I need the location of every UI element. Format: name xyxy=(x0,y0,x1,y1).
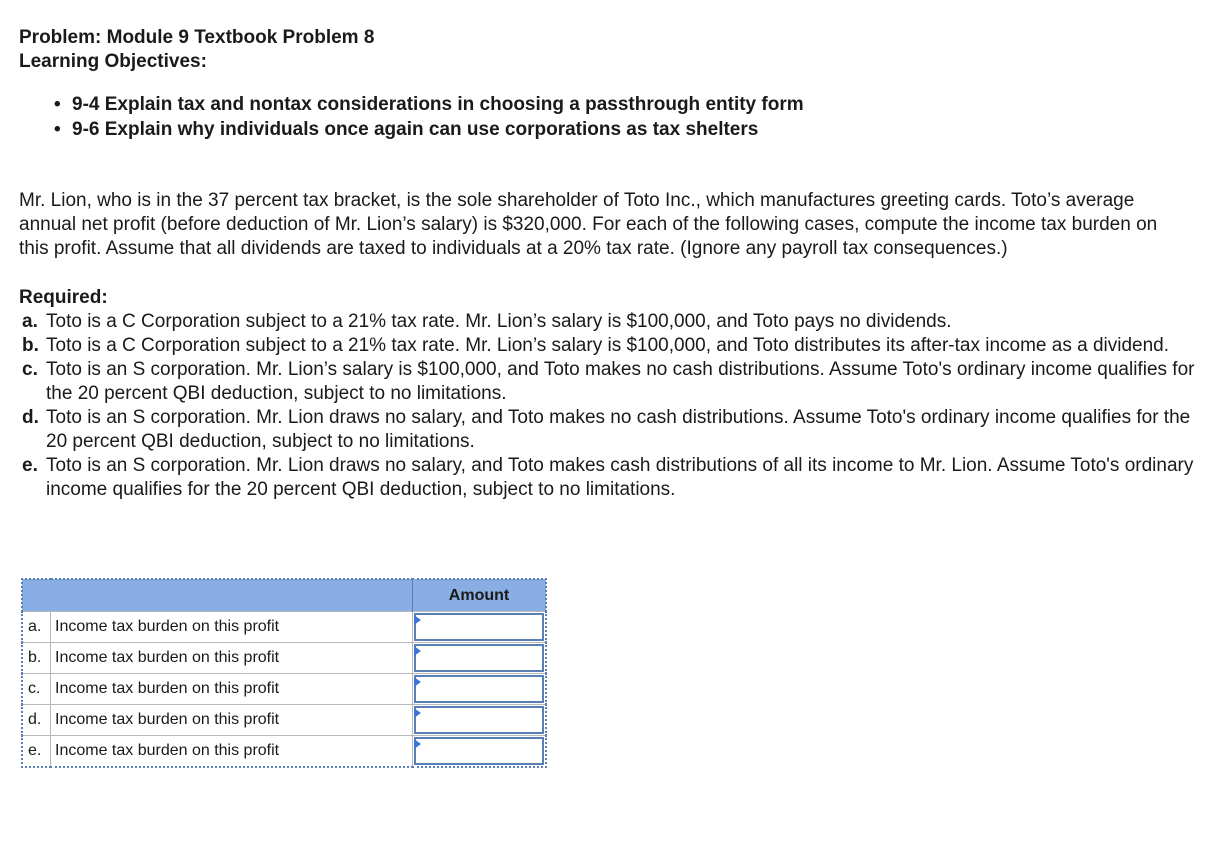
required-list xyxy=(19,310,1199,502)
bullet-icon: • xyxy=(54,94,61,115)
table-row xyxy=(22,643,546,674)
objective-item xyxy=(54,92,1199,117)
row-letter: c. xyxy=(22,674,51,705)
problem-title: Problem: Module 9 Textbook Problem 8 xyxy=(19,27,375,48)
required-text: Toto is an S corporation. Mr. Lion draws no salary, and Toto makes no cash distributions. Assume Toto's ordinary income qualifies for the 20 percent QBI deduction, subject to no limitations. xyxy=(46,407,1191,452)
required-item-d xyxy=(19,406,1196,454)
objective-text: 9-6 Explain why individuals once again can use corporations as tax shelters xyxy=(72,119,759,140)
row-label: Income tax burden on this profit xyxy=(51,643,413,674)
amount-input-e[interactable] xyxy=(414,737,544,765)
table-row xyxy=(22,674,546,705)
required-text: Toto is a C Corporation subject to a 21% tax rate. Mr. Lion’s salary is $100,000, and Toto distributes its after-tax income as a dividend. xyxy=(46,335,1170,356)
required-text: Toto is a C Corporation subject to a 21% tax rate. Mr. Lion’s salary is $100,000, and Toto pays no dividends. xyxy=(46,311,952,332)
problem-statement: Mr. Lion, who is in the 37 percent tax bracket, is the sole shareholder of Toto Inc., which manufactures greeting cards. Toto’s average annual net profit (before deduction of Mr. Lion’s salary) is $320,000. For each of the following cases, compute the income tax burden on this profit. Assume that all dividends are taxed to individuals at a 20% tax rate. (Ignore any payroll tax consequences.) xyxy=(19,190,1158,259)
row-label: Income tax burden on this profit xyxy=(51,705,413,736)
amount-input-d[interactable] xyxy=(414,706,544,734)
table-header-row xyxy=(22,579,546,612)
required-item-b xyxy=(19,334,1196,358)
objectives-heading: Learning Objectives: xyxy=(19,51,207,72)
required-letter: c. xyxy=(22,359,38,380)
row-label: Income tax burden on this profit xyxy=(51,674,413,705)
amount-column-header: Amount xyxy=(413,579,547,612)
amount-cell xyxy=(413,736,547,768)
objectives-list xyxy=(19,92,1199,142)
amount-cell xyxy=(413,674,547,705)
required-item-c xyxy=(19,358,1196,406)
required-heading: Required: xyxy=(19,287,108,308)
row-label: Income tax burden on this profit xyxy=(51,612,413,643)
table-header-blank xyxy=(22,579,413,612)
amount-cell xyxy=(413,643,547,674)
required-letter: b. xyxy=(22,335,39,356)
answer-table xyxy=(21,578,547,768)
row-letter: a. xyxy=(22,612,51,643)
amount-input-b[interactable] xyxy=(414,644,544,672)
cell-flag-icon xyxy=(414,646,421,656)
row-letter: d. xyxy=(22,705,51,736)
table-row xyxy=(22,705,546,736)
objective-item xyxy=(54,117,1199,142)
cell-flag-icon xyxy=(414,677,421,687)
required-letter: a. xyxy=(22,311,38,332)
amount-input-a[interactable] xyxy=(414,613,544,641)
bullet-icon: • xyxy=(54,119,61,140)
row-label: Income tax burden on this profit xyxy=(51,736,413,768)
amount-cell xyxy=(413,612,547,643)
cell-flag-icon xyxy=(414,708,421,718)
required-text: Toto is an S corporation. Mr. Lion draws no salary, and Toto makes cash distributions of all its income to Mr. Lion. Assume Toto's ordinary income qualifies for the 20 percent QBI deduction, subject to no limitations. xyxy=(46,455,1194,500)
required-text: Toto is an S corporation. Mr. Lion’s salary is $100,000, and Toto makes no cash distributions. Assume Toto's ordinary income qualifies for the 20 percent QBI deduction, subject to no limitations. xyxy=(46,359,1195,404)
required-item-a xyxy=(19,310,1196,334)
row-letter: b. xyxy=(22,643,51,674)
table-row xyxy=(22,612,546,643)
row-letter: e. xyxy=(22,736,51,768)
cell-flag-icon xyxy=(414,615,421,625)
required-letter: d. xyxy=(22,407,39,428)
cell-flag-icon xyxy=(414,739,421,749)
problem-content xyxy=(19,26,1199,502)
required-letter: e. xyxy=(22,455,38,476)
amount-input-c[interactable] xyxy=(414,675,544,703)
required-item-e xyxy=(19,454,1196,502)
objective-text: 9-4 Explain tax and nontax considerations in choosing a passthrough entity form xyxy=(72,94,804,115)
table-row xyxy=(22,736,546,768)
amount-cell xyxy=(413,705,547,736)
